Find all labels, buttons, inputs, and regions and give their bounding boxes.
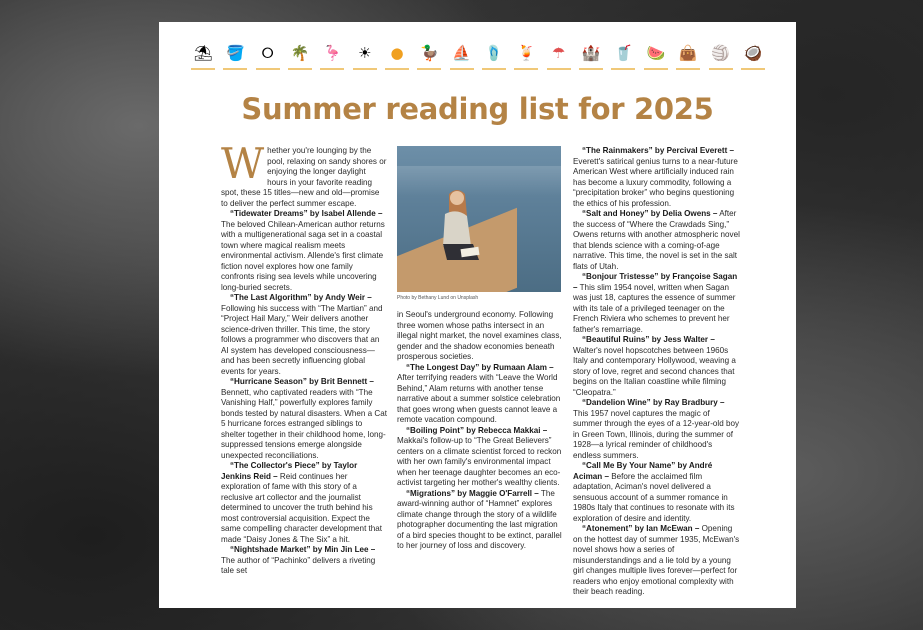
- book-entry: [221, 377, 387, 461]
- coconut-drink-icon: 🥥: [741, 38, 765, 70]
- flippers-icon: 🩴: [482, 38, 506, 70]
- book-title: “The Collector's Piece” by Taylor Jenkins Reid –: [221, 461, 358, 481]
- volleyball-icon: 🏐: [709, 38, 733, 70]
- book-entry-continued: in Seoul's underground economy. Following three women whose paths intersect in an illegal night market, the novel examines class, gender and the shadow economies beneath prosperous societies.: [397, 310, 562, 361]
- drink-cup-icon: 🥤: [611, 38, 635, 70]
- book-description: Walter's novel hopscotches between 1960s Italy and contemporary Hollywood, weaving a story of love, regret and second chances that begins on the Italian coastline while filming “Cleopatra.”: [573, 345, 736, 397]
- watermelon-icon: 🍉: [644, 38, 668, 70]
- article-column-1: [221, 139, 388, 577]
- reader-photo: [397, 146, 561, 292]
- book-entry: [573, 524, 740, 598]
- intro-paragraph: [221, 139, 387, 209]
- sandcastle-icon: 🏰: [579, 38, 603, 70]
- book-entry: [573, 272, 740, 335]
- book-title: “Migrations” by Maggie O'Farrell –: [406, 488, 539, 498]
- book-entry: [221, 545, 387, 577]
- orange-slice-icon: ●: [385, 38, 409, 70]
- book-entry: [397, 426, 562, 489]
- book-entry: [573, 335, 740, 398]
- book-title: “Tidewater Dreams” by Isabel Allende –: [230, 209, 383, 218]
- drop-cap: W: [221, 139, 265, 188]
- book-description: Opening on the hottest day of summer 1935, McEwan's novel shows how a series of misunderstandings and a lie told by a young girl changes multiple lives forever—perfect for readers who enjoy emotional complexity with their beach reading.: [573, 524, 740, 596]
- book-description: After the success of “Where the Crawdads Sing,” Owens returns with another atmospheric novel that blends science with a coming-of-age narrative. This time, the novel is set in the salt flats of Utah.: [573, 209, 740, 271]
- book-title: “Salt and Honey” by Delia Owens –: [582, 209, 718, 218]
- article-column-3: [573, 146, 740, 598]
- article-page: [159, 22, 796, 608]
- book-description: Before the acclaimed film adaptation, Aciman's novel delivered a sensuous account of a summer romance in 1980s Italy that continues to resonate with its exploration of desire and identity.: [573, 471, 735, 523]
- book-title: “Boiling Point” by Rebecca Makkai –: [406, 425, 548, 435]
- sun-icon: ☀: [353, 38, 377, 70]
- book-entry: [221, 293, 387, 377]
- book-entry: [397, 489, 562, 552]
- book-title: “Beautiful Ruins” by Jess Walter –: [582, 335, 715, 344]
- palm-tree-icon: 🌴: [288, 38, 312, 70]
- book-entry: [573, 146, 740, 209]
- book-description: Bennett, who captivated readers with “The Vanishing Half,” powerfully explores family bonds tested by natural disasters. When a Cat 5 hurricane forces estranged siblings to shelter together in their childhood home, long-suppressed tensions emerge alongside unexpected reconciliations.: [221, 387, 388, 460]
- cocktail-icon: 🍹: [514, 38, 538, 70]
- book-description: The award-winning author of “Hamnet” explores climate change through the story of a wildlife photographer documenting the last migration of a bird species thought to be extinct, parallel to her journey of loss and discovery.: [397, 488, 562, 550]
- book-title: “Dandelion Wine” by Ray Bradbury –: [582, 398, 725, 407]
- book-title: “The Rainmakers” by Percival Everett –: [582, 146, 735, 155]
- intro-text: hether you're lounging by the pool, relaxing on sandy shores or enjoying the longer daylight hours in your favorite reading spot, these 15 titles—new and old—promise to deliver the perfect summer escape.: [221, 146, 387, 208]
- sand-bucket-icon: 🪣: [223, 38, 247, 70]
- book-description: Following his success with “The Martian” and “Project Hail Mary,” Weir delivers another science-driven thriller. This time, the story follows a programmer who discovers that an AI system has developed consciousness—and has been secretly influencing global events for years.: [221, 303, 383, 376]
- book-description: This slim 1954 novel, written when Sagan was just 18, captures the essence of summer with its tale of a privileged teenager on the French Riviera who schemes to prevent her father's remarriage.: [573, 282, 736, 334]
- summer-icon-strip: [191, 36, 765, 72]
- beach-bag-icon: 👜: [676, 38, 700, 70]
- book-description: After terrifying readers with “Leave the World Behind,” Alam returns with another tense narrative about a summer solstice celebration that goes wrong when guests cannot leave a remote vacation compound.: [397, 373, 561, 424]
- parasol-icon: ☂: [547, 38, 571, 70]
- photo-credit: Photo by Bethany Lund on Unsplash: [397, 295, 479, 301]
- book-description: The beloved Chilean-American author returns with a multigenerational saga set in a coastal town where magical realism meets environmental activism. Allende's first climate fiction novel explores how one family confronts rising sea levels while uncovering long-buried secrets.: [221, 219, 385, 292]
- woman-reading-illustration: [427, 186, 485, 264]
- book-entry: [221, 461, 387, 545]
- book-title: “The Longest Day” by Rumaan Alam –: [406, 362, 554, 372]
- book-description: The author of “Pachinko” delivers a riveting tale set: [221, 555, 376, 575]
- duck-float-icon: 🦆: [417, 38, 441, 70]
- book-entry: [397, 363, 562, 426]
- book-title: “Hurricane Season” by Brit Bennett –: [230, 377, 374, 386]
- book-description: Makkai's follow-up to “The Great Believers” centers on a climate scientist forced to reckon with her own family's environmental impact when her teenage daughter becomes an eco-activist targeting her mother's wealthy clients.: [397, 436, 562, 487]
- life-ring-icon: ⭘: [256, 38, 280, 70]
- flamingo-float-icon: 🦩: [320, 38, 344, 70]
- article-column-2: [397, 310, 562, 552]
- book-description: Everett's satirical genius turns to a near-future American West where artificially induced rain has become a luxury commodity, following a “precipitation broker” who begins questioning the ethics of his profession.: [573, 156, 738, 208]
- book-title: “Call Me By Your Name” by André Aciman –: [573, 461, 713, 481]
- book-description: Reid continues her exploration of fame with this story of a reclusive art collector and the journalist determined to uncover the truth behind his most controversial acquisition. Expect the same compelling character development that made “Daisy Jones & The Six” a hit.: [221, 471, 383, 544]
- book-entry: [573, 209, 740, 272]
- book-title: “Bonjour Tristesse” by Françoise Sagan –: [573, 272, 738, 292]
- book-entry: [573, 398, 740, 461]
- book-title: “Nightshade Market” by Min Jin Lee –: [230, 545, 376, 554]
- page-title: Summer reading list for 2025: [241, 92, 714, 126]
- book-title: “The Last Algorithm” by Andy Weir –: [230, 293, 372, 302]
- beach-umbrella-icon: ⛱: [191, 38, 215, 70]
- book-description: This 1957 novel captures the magic of summer through the eyes of a 12-year-old boy in Green Town, Illinois, during the summer of 1928—a lyrical reminder of childhood's endless summers.: [573, 408, 740, 460]
- book-entry: [221, 209, 387, 293]
- book-title: “Atonement” by Ian McEwan –: [582, 524, 700, 533]
- sailboat-icon: ⛵: [450, 38, 474, 70]
- book-entry: [573, 461, 740, 524]
